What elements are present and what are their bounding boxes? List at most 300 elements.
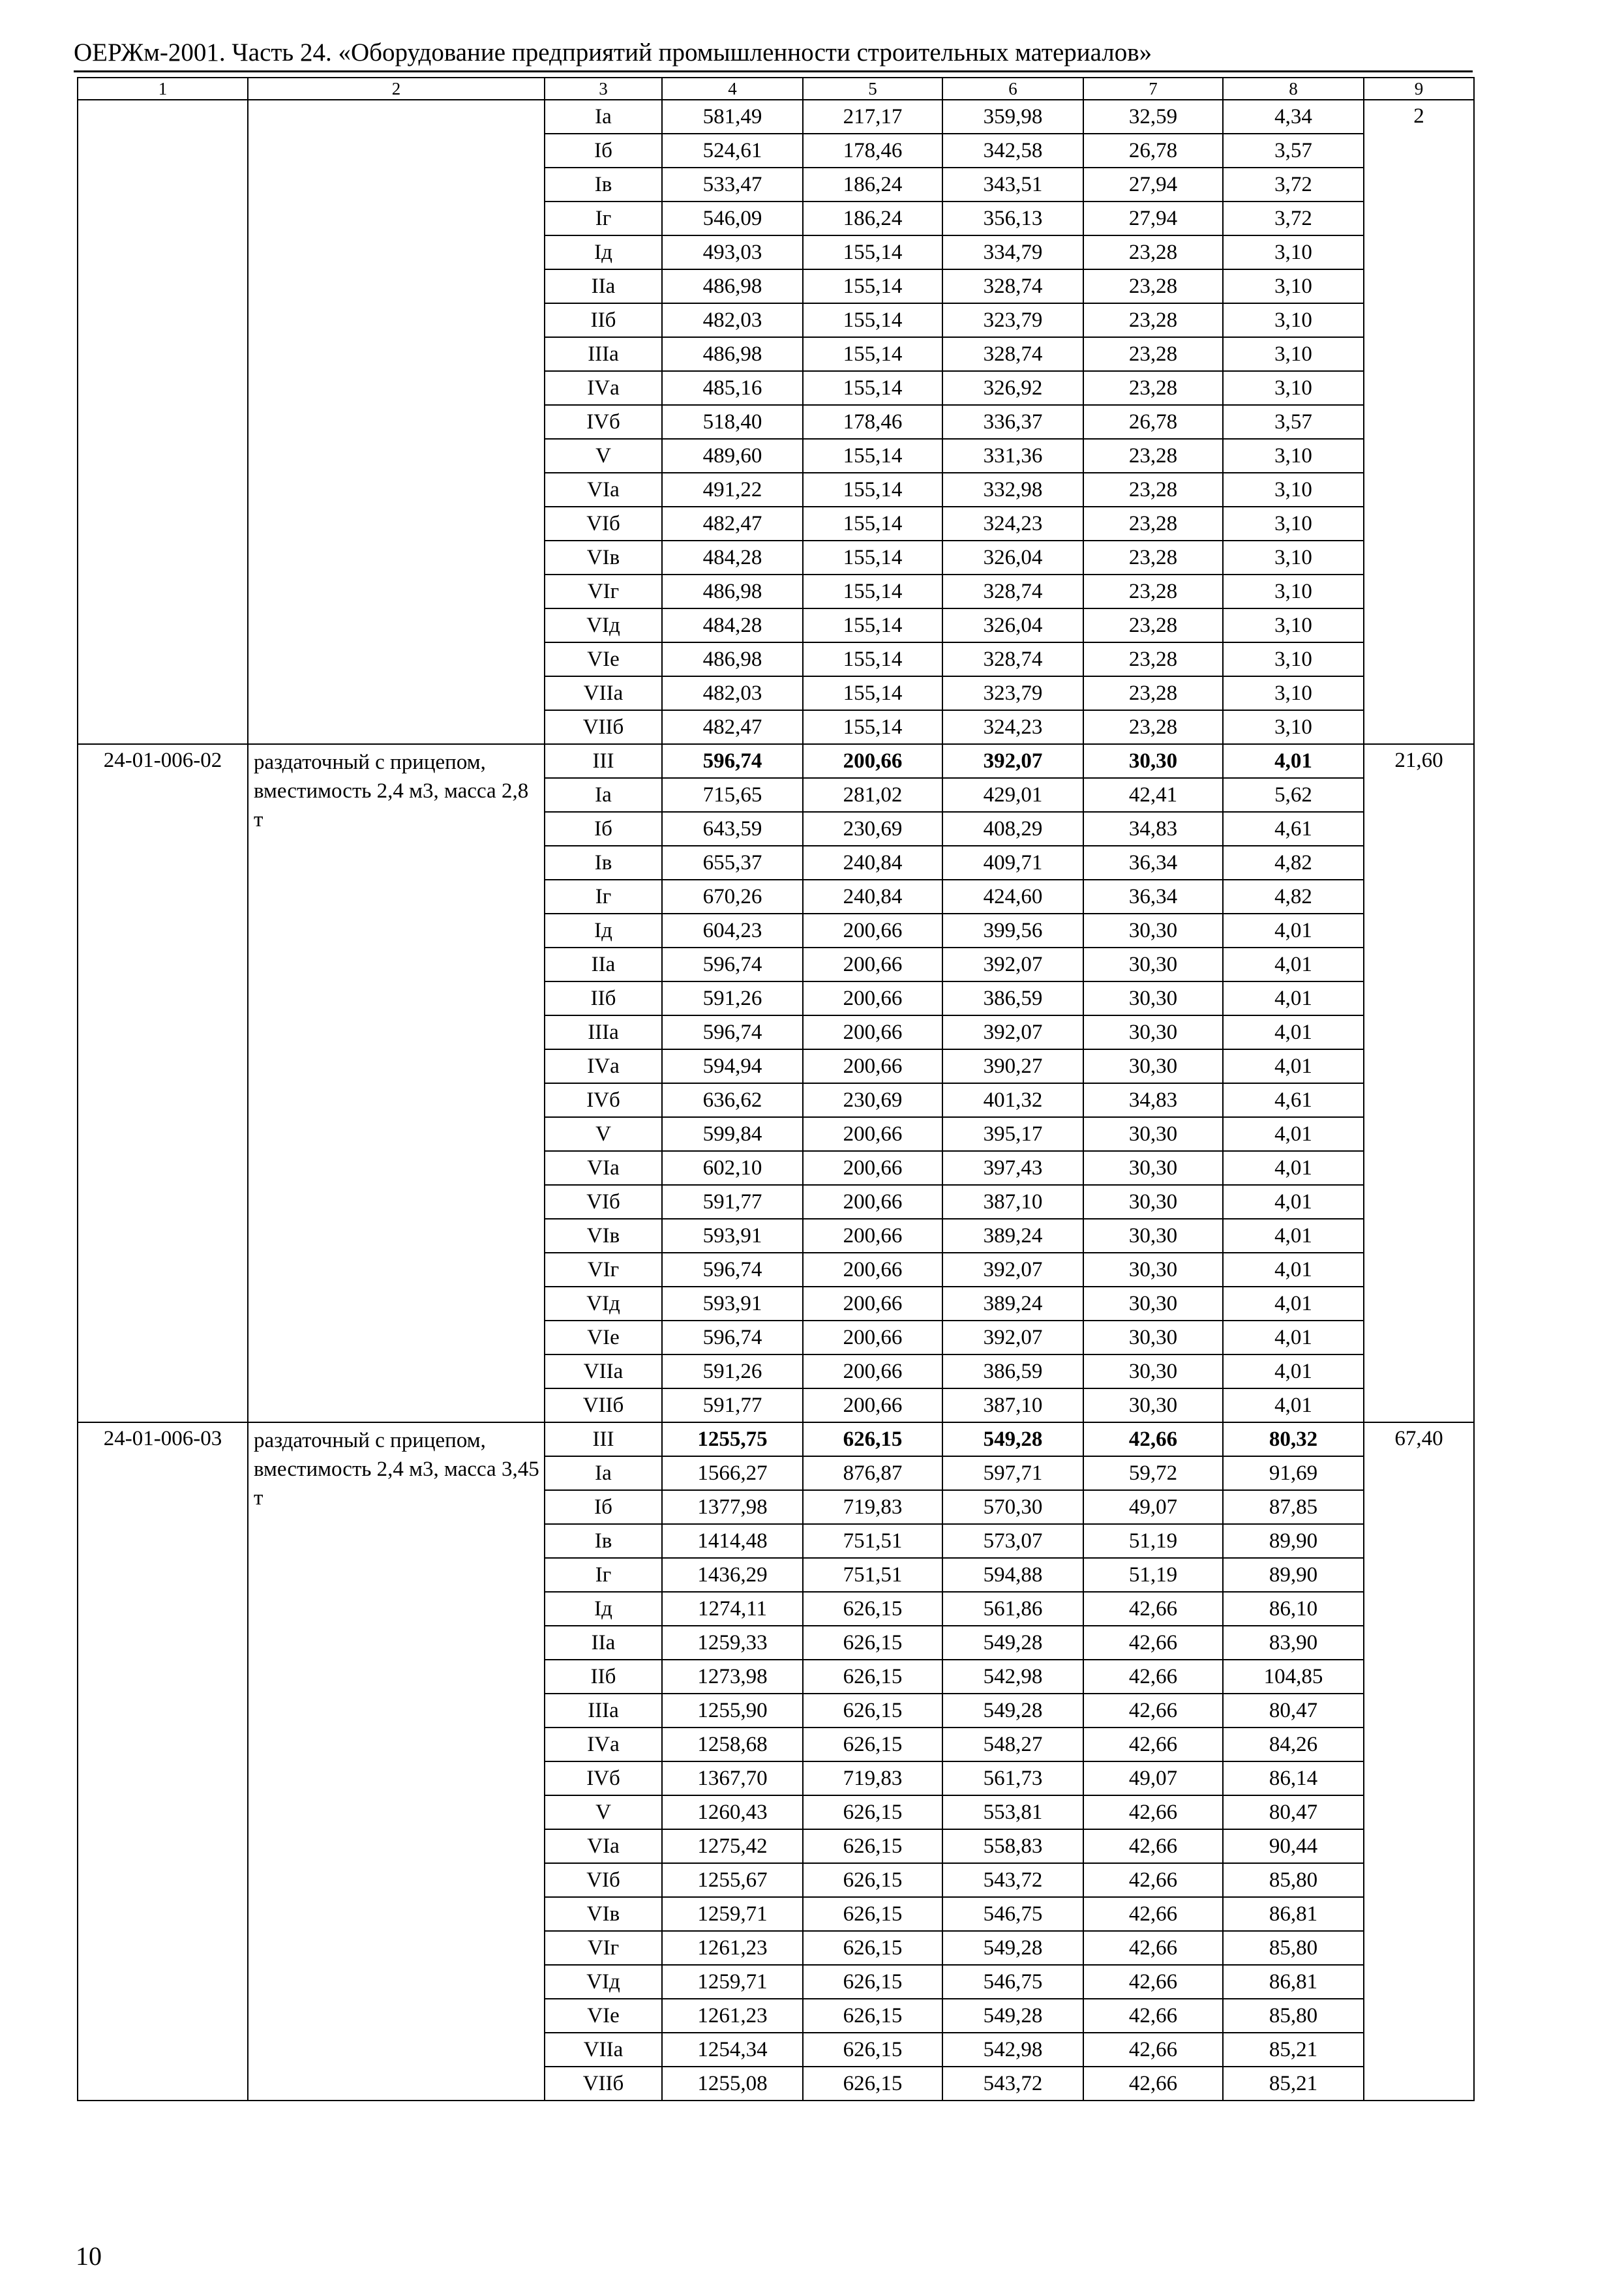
zone-cell: Iа [545, 1456, 662, 1490]
zone-cell: VIг [545, 1253, 662, 1287]
zone-cell: VIв [545, 541, 662, 575]
value-cell: 23,28 [1083, 541, 1223, 575]
value-cell: 155,14 [803, 303, 942, 337]
value-cell: 200,66 [803, 1049, 942, 1083]
zone-cell: Iд [545, 235, 662, 269]
value-cell: 401,32 [942, 1083, 1083, 1117]
value-cell: 200,66 [803, 1354, 942, 1388]
value-cell: 32,59 [1083, 100, 1223, 134]
column-number: 5 [803, 78, 942, 100]
value-cell: 323,79 [942, 303, 1083, 337]
value-cell: 1260,43 [662, 1795, 803, 1829]
value-cell: 328,74 [942, 337, 1083, 371]
zone-cell: VIд [545, 1287, 662, 1321]
value-cell: 200,66 [803, 1151, 942, 1185]
value-cell: 200,66 [803, 1219, 942, 1253]
value-cell: 155,14 [803, 371, 942, 405]
column-9-value: 2 [1364, 100, 1474, 744]
value-cell: 42,66 [1083, 1626, 1223, 1660]
value-cell: 30,30 [1083, 914, 1223, 948]
value-cell: 4,82 [1223, 846, 1364, 880]
zone-cell: Iб [545, 134, 662, 168]
value-cell: 3,10 [1223, 439, 1364, 473]
zone-cell: V [545, 1117, 662, 1151]
value-cell: 23,28 [1083, 507, 1223, 541]
equipment-description: раздаточный с прицепом, вместимость 2,4 м3, масса 2,8 т [248, 744, 545, 1422]
value-cell: 4,61 [1223, 812, 1364, 846]
value-cell: 591,77 [662, 1185, 803, 1219]
value-cell: 155,14 [803, 235, 942, 269]
zone-cell: Iб [545, 812, 662, 846]
value-cell: 486,98 [662, 269, 803, 303]
value-cell: 546,09 [662, 202, 803, 235]
column-number: 9 [1364, 78, 1474, 100]
value-cell: 4,01 [1223, 1354, 1364, 1388]
value-cell: 30,30 [1083, 1117, 1223, 1151]
value-cell: 591,77 [662, 1388, 803, 1422]
value-cell: 178,46 [803, 405, 942, 439]
value-cell: 3,72 [1223, 168, 1364, 202]
table-row [78, 100, 1474, 134]
value-cell: 489,60 [662, 439, 803, 473]
value-cell: 4,01 [1223, 981, 1364, 1015]
zone-cell: IIб [545, 1660, 662, 1694]
value-cell: 23,28 [1083, 575, 1223, 608]
value-cell: 390,27 [942, 1049, 1083, 1083]
value-cell: 51,19 [1083, 1558, 1223, 1592]
column-number: 7 [1083, 78, 1223, 100]
value-cell: 26,78 [1083, 405, 1223, 439]
zone-cell: Iв [545, 846, 662, 880]
value-cell: 342,58 [942, 134, 1083, 168]
value-cell: 155,14 [803, 439, 942, 473]
value-cell: 626,15 [803, 1999, 942, 2033]
zone-cell: Iв [545, 1524, 662, 1558]
zone-cell: V [545, 1795, 662, 1829]
value-cell: 1261,23 [662, 1931, 803, 1965]
value-cell: 200,66 [803, 914, 942, 948]
value-cell: 42,66 [1083, 1829, 1223, 1863]
value-cell: 392,07 [942, 744, 1083, 778]
value-cell: 4,01 [1223, 1219, 1364, 1253]
value-cell: 36,34 [1083, 846, 1223, 880]
value-cell: 1259,71 [662, 1965, 803, 1999]
table-row [78, 1422, 1474, 1456]
zone-cell: IIIа [545, 1015, 662, 1049]
value-cell: 200,66 [803, 1287, 942, 1321]
value-cell: 482,47 [662, 507, 803, 541]
value-cell: 1274,11 [662, 1592, 803, 1626]
value-cell: 518,40 [662, 405, 803, 439]
value-cell: 4,01 [1223, 1151, 1364, 1185]
value-cell: 751,51 [803, 1524, 942, 1558]
page-header: ОЕРЖм-2001. Часть 24. «Оборудование предприятий промышленности строительных материалов» [74, 38, 1152, 67]
value-cell: 3,10 [1223, 710, 1364, 744]
value-cell: 84,26 [1223, 1728, 1364, 1761]
value-cell: 389,24 [942, 1287, 1083, 1321]
value-cell: 876,87 [803, 1456, 942, 1490]
zone-cell: III [545, 744, 662, 778]
value-cell: 80,47 [1223, 1694, 1364, 1728]
zone-cell: III [545, 1422, 662, 1456]
value-cell: 482,47 [662, 710, 803, 744]
value-cell: 549,28 [942, 1626, 1083, 1660]
value-cell: 409,71 [942, 846, 1083, 880]
value-cell: 155,14 [803, 608, 942, 642]
value-cell: 42,66 [1083, 1863, 1223, 1897]
value-cell: 200,66 [803, 744, 942, 778]
zone-cell: VIIб [545, 1388, 662, 1422]
value-cell: 89,90 [1223, 1558, 1364, 1592]
value-cell: 626,15 [803, 2033, 942, 2067]
value-cell: 80,47 [1223, 1795, 1364, 1829]
value-cell: 3,10 [1223, 575, 1364, 608]
value-cell: 86,81 [1223, 1897, 1364, 1931]
value-cell: 591,26 [662, 981, 803, 1015]
value-cell: 386,59 [942, 981, 1083, 1015]
value-cell: 155,14 [803, 507, 942, 541]
value-cell: 573,07 [942, 1524, 1083, 1558]
value-cell: 240,84 [803, 846, 942, 880]
value-cell: 1259,71 [662, 1897, 803, 1931]
zone-cell: VIIа [545, 1354, 662, 1388]
zone-cell: IVб [545, 405, 662, 439]
zone-cell: VIIб [545, 710, 662, 744]
value-cell: 49,07 [1083, 1490, 1223, 1524]
value-cell: 200,66 [803, 1388, 942, 1422]
zone-cell: VIе [545, 1999, 662, 2033]
value-cell: 326,04 [942, 541, 1083, 575]
value-cell: 200,66 [803, 1253, 942, 1287]
value-cell: 336,37 [942, 405, 1083, 439]
value-cell: 485,16 [662, 371, 803, 405]
value-cell: 570,30 [942, 1490, 1083, 1524]
value-cell: 626,15 [803, 1592, 942, 1626]
value-cell: 4,01 [1223, 914, 1364, 948]
value-cell: 90,44 [1223, 1829, 1364, 1863]
value-cell: 596,74 [662, 1321, 803, 1354]
zone-cell: VIб [545, 507, 662, 541]
value-cell: 85,80 [1223, 1863, 1364, 1897]
value-cell: 30,30 [1083, 1049, 1223, 1083]
value-cell: 387,10 [942, 1388, 1083, 1422]
value-cell: 23,28 [1083, 371, 1223, 405]
value-cell: 155,14 [803, 473, 942, 507]
zone-cell: Iг [545, 202, 662, 235]
value-cell: 155,14 [803, 269, 942, 303]
value-cell: 4,01 [1223, 1321, 1364, 1354]
value-cell: 30,30 [1083, 1388, 1223, 1422]
value-cell: 155,14 [803, 337, 942, 371]
value-cell: 4,01 [1223, 1253, 1364, 1287]
table-row [78, 744, 1474, 778]
zone-cell: VIв [545, 1219, 662, 1253]
zone-cell: IVб [545, 1761, 662, 1795]
value-cell: 178,46 [803, 134, 942, 168]
value-cell: 30,30 [1083, 1321, 1223, 1354]
value-cell: 486,98 [662, 642, 803, 676]
value-cell: 200,66 [803, 1117, 942, 1151]
value-cell: 4,01 [1223, 1287, 1364, 1321]
value-cell: 4,01 [1223, 1015, 1364, 1049]
value-cell: 155,14 [803, 541, 942, 575]
zone-cell: VIг [545, 575, 662, 608]
value-cell: 581,49 [662, 100, 803, 134]
value-cell: 42,66 [1083, 1931, 1223, 1965]
value-cell: 3,10 [1223, 337, 1364, 371]
value-cell: 626,15 [803, 1694, 942, 1728]
value-cell: 59,72 [1083, 1456, 1223, 1490]
value-cell: 719,83 [803, 1761, 942, 1795]
value-cell: 719,83 [803, 1490, 942, 1524]
value-cell: 594,88 [942, 1558, 1083, 1592]
value-cell: 200,66 [803, 948, 942, 981]
value-cell: 670,26 [662, 880, 803, 914]
zone-cell: Iг [545, 880, 662, 914]
zone-cell: Iг [545, 1558, 662, 1592]
zone-cell: V [545, 439, 662, 473]
value-cell: 715,65 [662, 778, 803, 812]
value-cell: 23,28 [1083, 303, 1223, 337]
page-number: 10 [76, 2241, 102, 2271]
value-cell: 332,98 [942, 473, 1083, 507]
value-cell: 326,92 [942, 371, 1083, 405]
value-cell: 392,07 [942, 1015, 1083, 1049]
value-cell: 334,79 [942, 235, 1083, 269]
value-cell: 30,30 [1083, 1253, 1223, 1287]
zone-cell: VIд [545, 608, 662, 642]
value-cell: 27,94 [1083, 168, 1223, 202]
value-cell: 493,03 [662, 235, 803, 269]
value-cell: 42,66 [1083, 1592, 1223, 1626]
value-cell: 542,98 [942, 1660, 1083, 1694]
value-cell: 424,60 [942, 880, 1083, 914]
value-cell: 4,01 [1223, 1117, 1364, 1151]
zone-cell: IIIа [545, 337, 662, 371]
value-cell: 34,83 [1083, 812, 1223, 846]
value-cell: 30,30 [1083, 1185, 1223, 1219]
value-cell: 604,23 [662, 914, 803, 948]
value-cell: 30,30 [1083, 1287, 1223, 1321]
value-cell: 593,91 [662, 1287, 803, 1321]
value-cell: 3,10 [1223, 371, 1364, 405]
value-cell: 1273,98 [662, 1660, 803, 1694]
value-cell: 155,14 [803, 710, 942, 744]
value-cell: 429,01 [942, 778, 1083, 812]
value-cell: 42,66 [1083, 2033, 1223, 2067]
value-cell: 482,03 [662, 676, 803, 710]
value-cell: 186,24 [803, 168, 942, 202]
value-cell: 4,01 [1223, 744, 1364, 778]
value-cell: 23,28 [1083, 337, 1223, 371]
zone-cell: VIе [545, 1321, 662, 1354]
value-cell: 323,79 [942, 676, 1083, 710]
value-cell: 597,71 [942, 1456, 1083, 1490]
value-cell: 331,36 [942, 439, 1083, 473]
column-number: 4 [662, 78, 803, 100]
value-cell: 359,98 [942, 100, 1083, 134]
zone-cell: VIе [545, 642, 662, 676]
value-cell: 392,07 [942, 1253, 1083, 1287]
value-cell: 89,90 [1223, 1524, 1364, 1558]
value-cell: 3,72 [1223, 202, 1364, 235]
value-cell: 549,28 [942, 1931, 1083, 1965]
value-cell: 30,30 [1083, 1151, 1223, 1185]
value-cell: 23,28 [1083, 235, 1223, 269]
value-cell: 328,74 [942, 269, 1083, 303]
value-cell: 1566,27 [662, 1456, 803, 1490]
value-cell: 593,91 [662, 1219, 803, 1253]
value-cell: 1259,33 [662, 1626, 803, 1660]
value-cell: 86,81 [1223, 1965, 1364, 1999]
value-cell: 392,07 [942, 1321, 1083, 1354]
value-cell: 643,59 [662, 812, 803, 846]
value-cell: 533,47 [662, 168, 803, 202]
value-cell: 4,01 [1223, 1185, 1364, 1219]
value-cell: 486,98 [662, 575, 803, 608]
value-cell: 1436,29 [662, 1558, 803, 1592]
value-cell: 1255,67 [662, 1863, 803, 1897]
table-body [78, 78, 1474, 2101]
value-cell: 23,28 [1083, 473, 1223, 507]
value-cell: 30,30 [1083, 744, 1223, 778]
value-cell: 324,23 [942, 507, 1083, 541]
value-cell: 3,10 [1223, 541, 1364, 575]
column-number: 8 [1223, 78, 1364, 100]
value-cell: 23,28 [1083, 710, 1223, 744]
value-cell: 596,74 [662, 1015, 803, 1049]
rate-code: 24-01-006-02 [78, 744, 248, 1422]
value-cell: 200,66 [803, 1321, 942, 1354]
column-9-value: 21,60 [1364, 744, 1474, 1422]
zone-cell: VIа [545, 1151, 662, 1185]
value-cell: 85,21 [1223, 2067, 1364, 2101]
zone-cell: IIIа [545, 1694, 662, 1728]
value-cell: 80,32 [1223, 1422, 1364, 1456]
value-cell: 281,02 [803, 778, 942, 812]
value-cell: 546,75 [942, 1965, 1083, 1999]
value-cell: 549,28 [942, 1999, 1083, 2033]
value-cell: 524,61 [662, 134, 803, 168]
value-cell: 186,24 [803, 202, 942, 235]
value-cell: 399,56 [942, 914, 1083, 948]
value-cell: 1414,48 [662, 1524, 803, 1558]
column-9-value: 67,40 [1364, 1422, 1474, 2101]
value-cell: 626,15 [803, 1422, 942, 1456]
value-cell: 1377,98 [662, 1490, 803, 1524]
zone-cell: IIб [545, 303, 662, 337]
value-cell: 397,43 [942, 1151, 1083, 1185]
value-cell: 1254,34 [662, 2033, 803, 2067]
value-cell: 3,57 [1223, 405, 1364, 439]
zone-cell: VIIб [545, 2067, 662, 2101]
value-cell: 23,28 [1083, 439, 1223, 473]
value-cell: 626,15 [803, 1728, 942, 1761]
value-cell: 3,10 [1223, 507, 1364, 541]
value-cell: 200,66 [803, 1015, 942, 1049]
value-cell: 5,62 [1223, 778, 1364, 812]
zone-cell: IVа [545, 371, 662, 405]
value-cell: 3,10 [1223, 269, 1364, 303]
value-cell: 408,29 [942, 812, 1083, 846]
header-rule [74, 70, 1473, 72]
value-cell: 328,74 [942, 575, 1083, 608]
value-cell: 395,17 [942, 1117, 1083, 1151]
value-cell: 42,66 [1083, 1897, 1223, 1931]
value-cell: 543,72 [942, 1863, 1083, 1897]
value-cell: 85,80 [1223, 1931, 1364, 1965]
value-cell: 626,15 [803, 1931, 942, 1965]
zone-cell: IIб [545, 981, 662, 1015]
value-cell: 324,23 [942, 710, 1083, 744]
value-cell: 3,10 [1223, 642, 1364, 676]
value-cell: 626,15 [803, 2067, 942, 2101]
value-cell: 85,21 [1223, 2033, 1364, 2067]
value-cell: 42,66 [1083, 1965, 1223, 1999]
zone-cell: IVа [545, 1728, 662, 1761]
value-cell: 356,13 [942, 202, 1083, 235]
value-cell: 200,66 [803, 981, 942, 1015]
equipment-description [248, 100, 545, 744]
value-cell: 1255,75 [662, 1422, 803, 1456]
zone-cell: Iд [545, 1592, 662, 1626]
value-cell: 553,81 [942, 1795, 1083, 1829]
equipment-description: раздаточный с прицепом, вместимость 2,4 м3, масса 3,45 т [248, 1422, 545, 2101]
column-number: 1 [78, 78, 248, 100]
value-cell: 217,17 [803, 100, 942, 134]
value-cell: 548,27 [942, 1728, 1083, 1761]
value-cell: 626,15 [803, 1829, 942, 1863]
value-cell: 42,66 [1083, 1999, 1223, 2033]
value-cell: 392,07 [942, 948, 1083, 981]
value-cell: 626,15 [803, 1863, 942, 1897]
value-cell: 591,26 [662, 1354, 803, 1388]
value-cell: 104,85 [1223, 1660, 1364, 1694]
zone-cell: IIа [545, 948, 662, 981]
zone-cell: VIа [545, 1829, 662, 1863]
value-cell: 34,83 [1083, 1083, 1223, 1117]
zone-cell: VIа [545, 473, 662, 507]
value-cell: 30,30 [1083, 1354, 1223, 1388]
value-cell: 30,30 [1083, 1219, 1223, 1253]
value-cell: 200,66 [803, 1185, 942, 1219]
rates-table [77, 77, 1475, 2101]
column-number-row [78, 78, 1474, 100]
value-cell: 91,69 [1223, 1456, 1364, 1490]
value-cell: 42,66 [1083, 1795, 1223, 1829]
value-cell: 36,34 [1083, 880, 1223, 914]
value-cell: 23,28 [1083, 608, 1223, 642]
value-cell: 42,66 [1083, 2067, 1223, 2101]
value-cell: 42,66 [1083, 1660, 1223, 1694]
value-cell: 42,66 [1083, 1694, 1223, 1728]
value-cell: 4,61 [1223, 1083, 1364, 1117]
value-cell: 626,15 [803, 1795, 942, 1829]
value-cell: 30,30 [1083, 981, 1223, 1015]
value-cell: 636,62 [662, 1083, 803, 1117]
value-cell: 546,75 [942, 1897, 1083, 1931]
column-number: 3 [545, 78, 662, 100]
zone-cell: IIа [545, 1626, 662, 1660]
value-cell: 86,14 [1223, 1761, 1364, 1795]
value-cell: 387,10 [942, 1185, 1083, 1219]
value-cell: 4,34 [1223, 100, 1364, 134]
value-cell: 599,84 [662, 1117, 803, 1151]
value-cell: 1255,08 [662, 2067, 803, 2101]
value-cell: 594,94 [662, 1049, 803, 1083]
value-cell: 561,86 [942, 1592, 1083, 1626]
value-cell: 484,28 [662, 608, 803, 642]
